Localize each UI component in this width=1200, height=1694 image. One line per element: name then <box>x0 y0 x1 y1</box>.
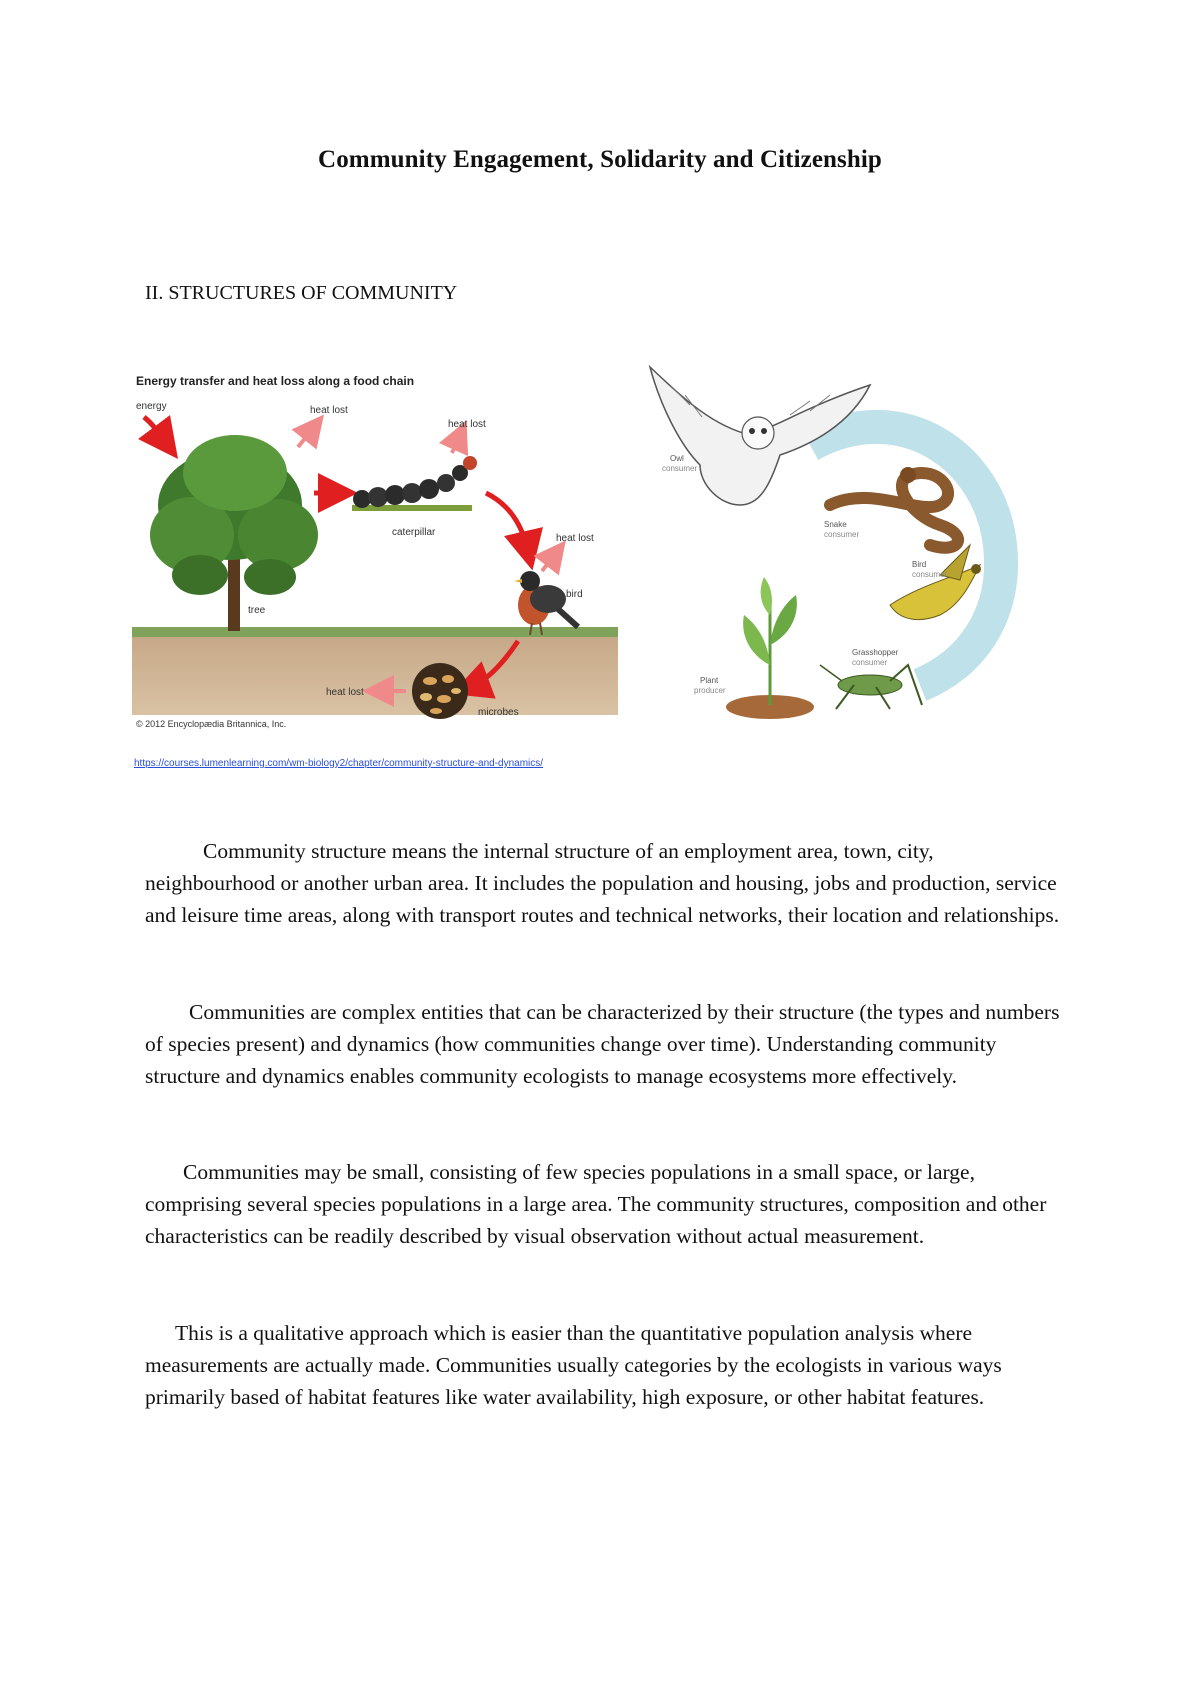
microbes-label: microbes <box>478 707 519 718</box>
heat-arrow-2 <box>452 435 460 453</box>
document-title: Community Engagement, Solidarity and Citizenship <box>318 146 882 173</box>
grasshopper-illustration <box>820 665 922 709</box>
microbes-illustration <box>412 663 468 719</box>
heat-lost-label-3: heat lost <box>556 533 594 544</box>
cycle-band <box>810 427 1001 685</box>
owl-label: Owl <box>670 454 684 463</box>
copyright: © 2012 Encyclopædia Britannica, Inc. <box>136 719 287 729</box>
paragraph-3 <box>145 1156 1065 1252</box>
grasshopper-role-label: consumer <box>852 658 888 667</box>
figure-caption: Energy transfer and heat loss along a food chain <box>136 374 415 388</box>
robin-illustration <box>514 571 578 635</box>
soil <box>132 635 618 715</box>
plant-label: Plant <box>700 676 719 685</box>
paragraph-4-text: This is a qualitative approach which is easier than the quantitative population analysis where measurements are actually made. Communities usually categories by the ecologists in various ways primarily based of habitat features like water availability, high exposure, or other habitat features. <box>145 1321 1002 1409</box>
snake-role-label: consumer <box>824 530 860 539</box>
heat-lost-label-4: heat lost <box>326 687 364 698</box>
yellow-bird-illustration <box>890 545 981 620</box>
arrow-caterpillar-to-bird <box>486 493 528 551</box>
energy-arrow <box>144 417 166 443</box>
caterpillar-illustration <box>352 456 477 511</box>
section-heading: II. STRUCTURES OF COMMUNITY <box>145 282 458 304</box>
paragraph-2 <box>145 996 1065 1092</box>
tree-label: tree <box>248 605 266 616</box>
paragraph-4 <box>145 1317 1065 1413</box>
heat-arrow-1 <box>298 427 314 447</box>
grass-strip <box>132 627 618 637</box>
grasshopper-label: Grasshopper <box>852 648 899 657</box>
heat-arrow-3 <box>542 553 556 571</box>
heat-lost-label-2: heat lost <box>448 419 486 430</box>
bird-label: bird <box>566 589 583 600</box>
paragraph-2-text: Communities are complex entities that can be characterized by their structure (the types and numbers of species present) and dynamics (how communities change over time). Understanding community structure and dynamics enables community ecologists to manage ecosystems more effectively. <box>145 1000 1060 1088</box>
owl-role-label: consumer <box>662 464 698 473</box>
plant-illustration <box>726 577 814 719</box>
paragraph-3-text: Communities may be small, consisting of few species populations in a small space, or large, comprising several species populations in a large area. The community structures, composition and other characteristics can be readily described by visual observation without actual measurement. <box>145 1160 1047 1248</box>
snake-label: Snake <box>824 520 847 529</box>
bird-label-right: Bird <box>912 560 927 569</box>
energy-label: energy <box>136 401 167 412</box>
food-web-figure <box>640 365 1040 735</box>
caterpillar-label: caterpillar <box>392 527 436 538</box>
plant-role-label: producer <box>694 686 726 695</box>
source-link[interactable]: https://courses.lumenlearning.com/wm-biology2/chapter/community-structure-and-dynamics/ <box>134 758 544 769</box>
paragraph-1 <box>145 835 1065 931</box>
food-chain-figure <box>130 365 620 745</box>
tree-illustration <box>150 435 318 631</box>
paragraph-1-text: Community structure means the internal structure of an employment area, town, city, neighbourhood or another urban area. It includes the population and housing, jobs and production, service and leisure time areas, along with transport routes and technical networks, their location and relationships. <box>145 839 1060 927</box>
bird-role-label: consumer <box>912 570 948 579</box>
heat-lost-label-1: heat lost <box>310 405 348 416</box>
